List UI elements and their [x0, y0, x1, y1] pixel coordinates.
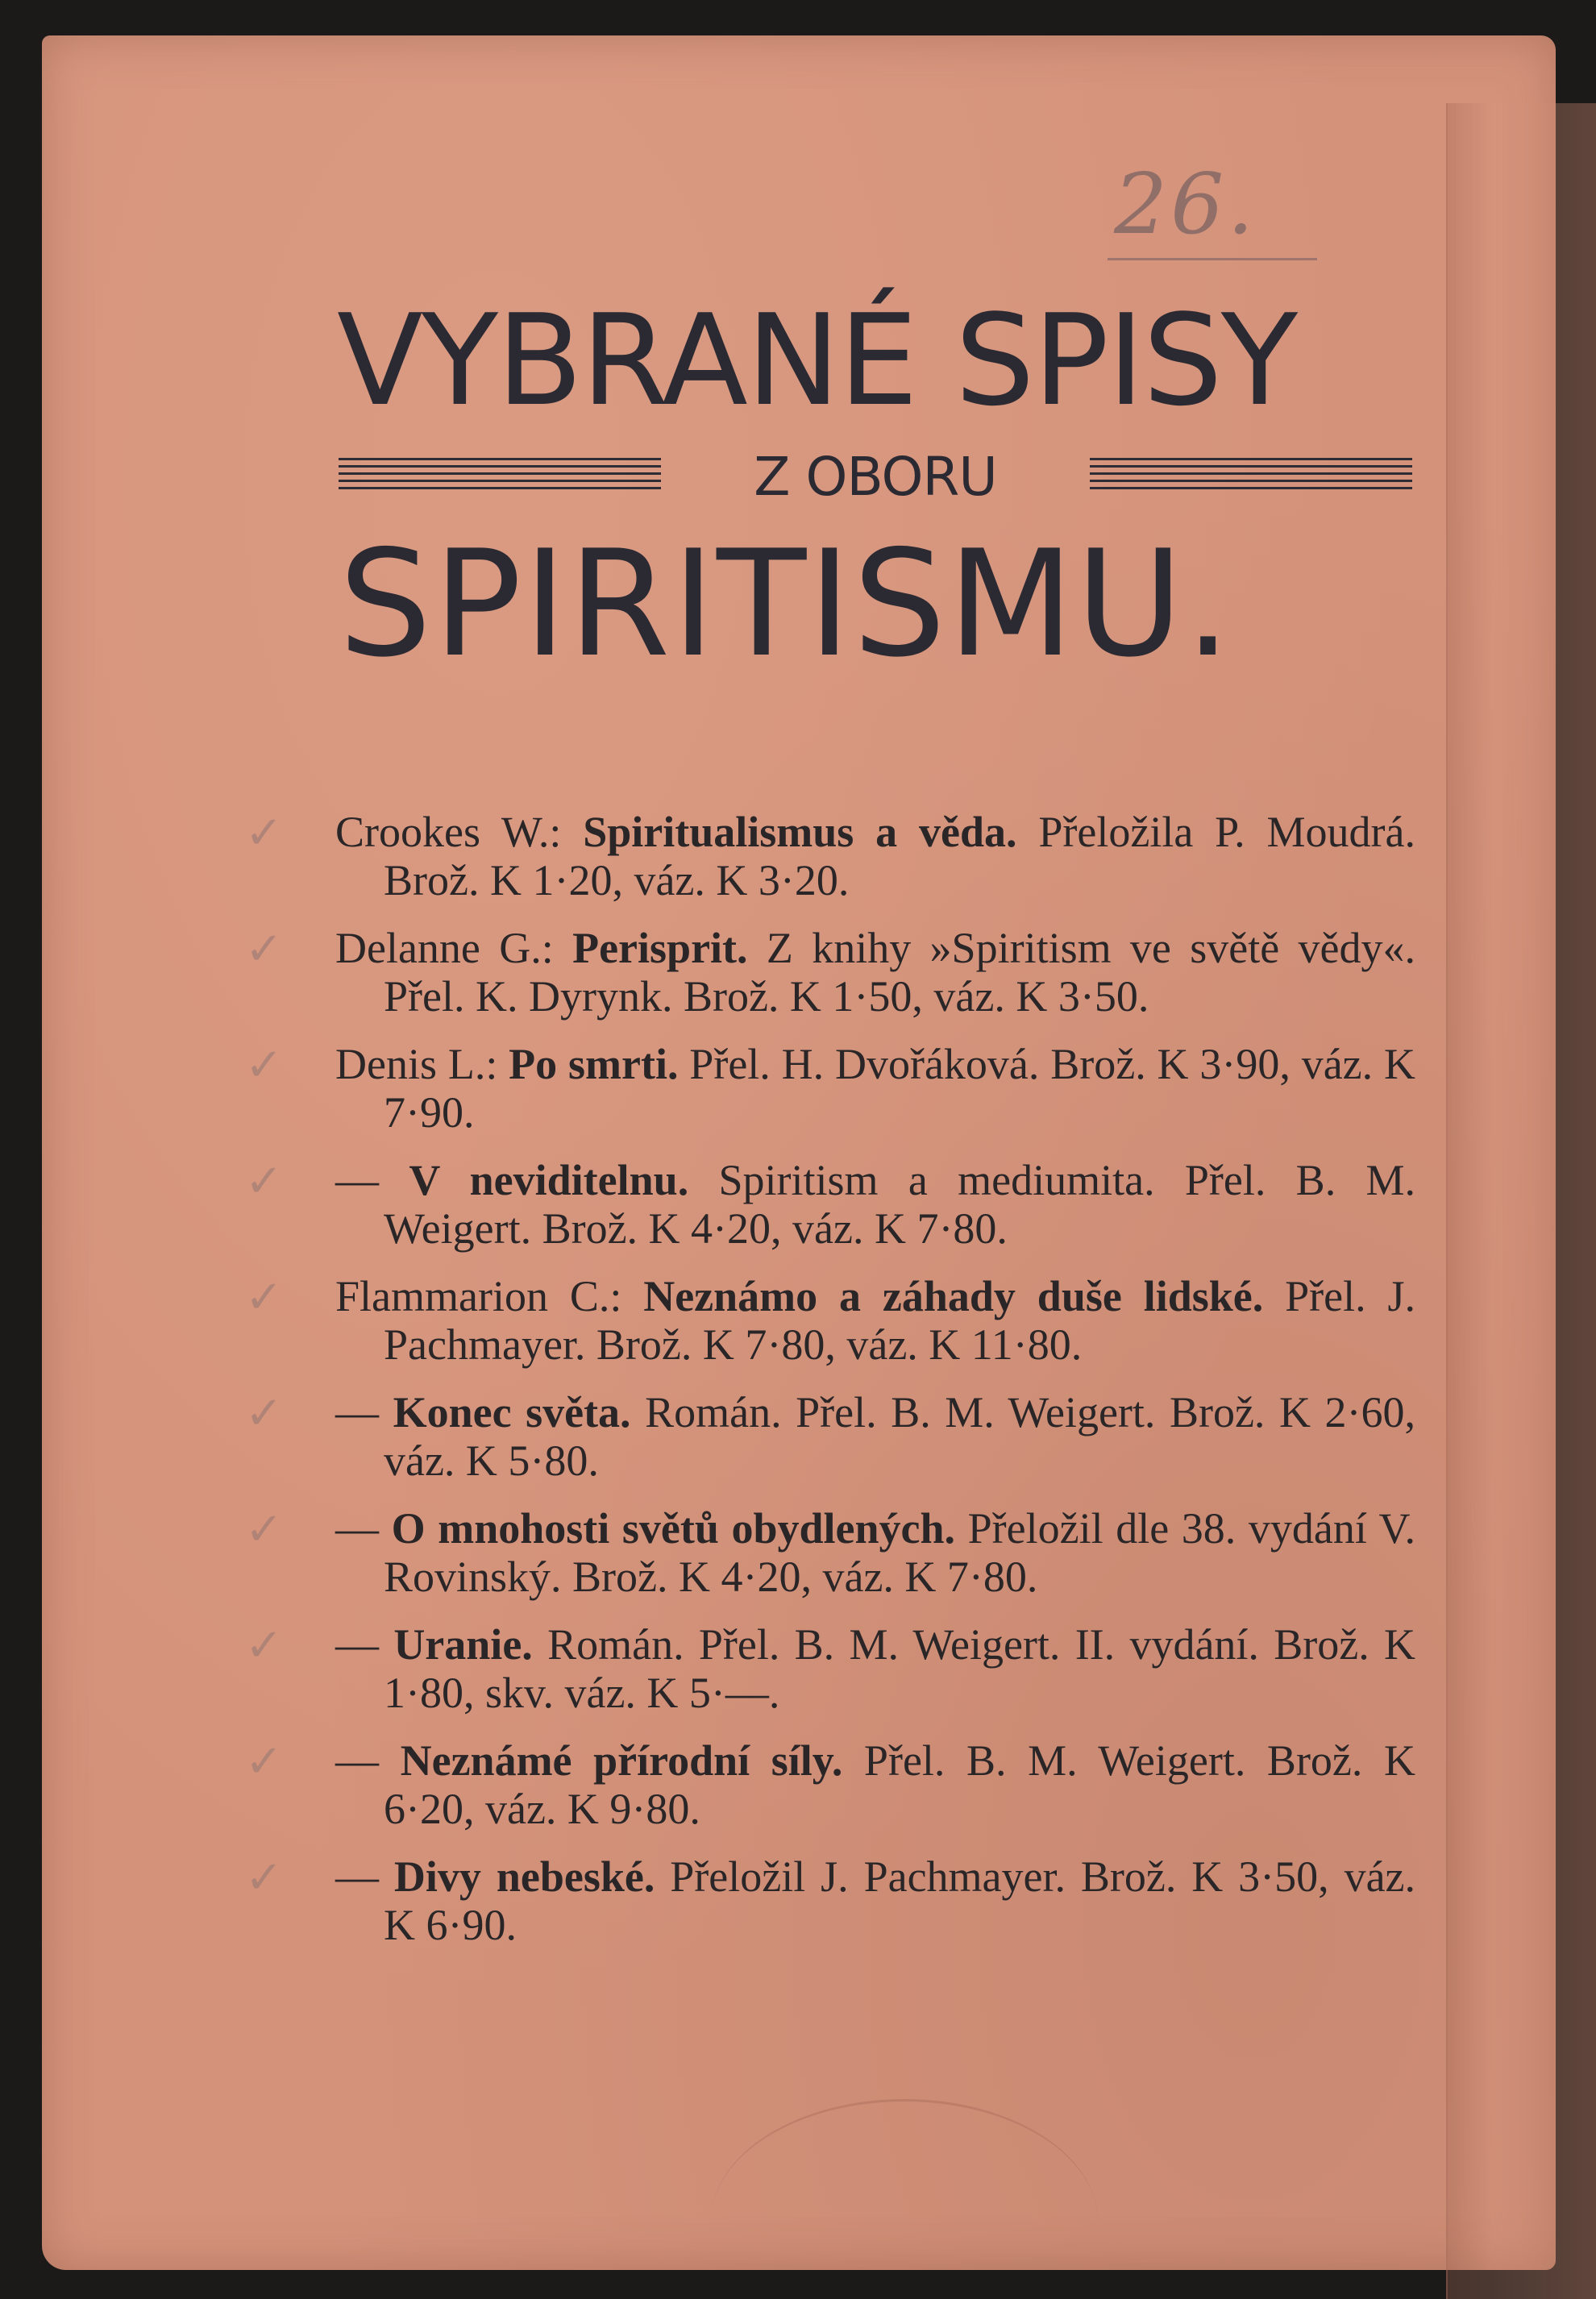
- page-title-main: SPIRITISMU.: [339, 518, 1233, 689]
- page-fold-edge: [1446, 103, 1596, 2299]
- entry-title: Divy nebeské.: [393, 1852, 655, 1901]
- page-title: VYBRANÉ SPISY: [337, 287, 1297, 434]
- entry-details: Přel. J. Pachmayer. Brož. K 7·80, váz. K 11·80.: [384, 1272, 1415, 1369]
- check-mark-icon: ✓: [245, 1387, 283, 1440]
- entry-details: Román. Přel. B. M. Weigert. Brož. K 2·60, váz. K 5·80.: [384, 1388, 1416, 1485]
- entry-title: Neznámo a záhady duše lidské.: [643, 1272, 1264, 1320]
- paper-stain: [711, 2099, 1098, 2299]
- decorative-rule-right: [1090, 458, 1412, 490]
- entry-details: Spiritism a mediumita. Přel. B. M. Weigert. Brož. K 4·20, váz. K 7·80.: [384, 1156, 1416, 1253]
- check-mark-icon: ✓: [245, 1619, 283, 1672]
- check-mark-icon: ✓: [245, 1736, 283, 1788]
- entry-author: —: [335, 1736, 401, 1785]
- list-item: [245, 1155, 1416, 1253]
- entry-title: Perisprit.: [572, 924, 748, 972]
- list-item: [245, 1039, 1415, 1137]
- subtitle: Z OBORU: [754, 446, 997, 508]
- entry-title: Uranie.: [393, 1620, 533, 1669]
- entry-title: Konec světa.: [393, 1388, 631, 1436]
- entry-details: Přeložil dle 38. vydání V. Rovinský. Brož. K 4·20, váz. K 7·80.: [384, 1504, 1415, 1601]
- check-mark-icon: ✓: [245, 923, 283, 975]
- check-mark-icon: ✓: [245, 807, 283, 859]
- subtitle-row: [339, 445, 1412, 509]
- list-item: [245, 1736, 1415, 1833]
- handwritten-underline: [1108, 258, 1317, 260]
- list-item: [245, 1387, 1416, 1485]
- entry-author: —: [335, 1388, 393, 1436]
- entry-details: Přel. H. Dvořáková. Brož. K 3·90, váz. K 7·90.: [384, 1040, 1415, 1137]
- list-item: [245, 807, 1415, 904]
- entry-details: Z knihy »Spiritism ve světě vědy«. Přel. K. Dyrynk. Brož. K 1·50, váz. K 3·50.: [384, 924, 1416, 1021]
- list-item: [245, 1271, 1415, 1369]
- entry-title: Po smrti.: [509, 1040, 679, 1088]
- list-item: [245, 1619, 1416, 1717]
- entry-details: Přel. B. M. Weigert. Brož. K 6·20, váz. K 9·80.: [384, 1736, 1415, 1833]
- entry-title: Neznámé přírodní síly.: [400, 1736, 843, 1785]
- check-mark-icon: ✓: [245, 1503, 283, 1556]
- entry-author: —: [335, 1156, 409, 1204]
- check-mark-icon: ✓: [245, 1271, 283, 1324]
- check-mark-icon: ✓: [245, 1852, 283, 1904]
- entry-details: Přeložila P. Moudrá. Brož. K 1·20, váz. K 3·20.: [384, 808, 1415, 904]
- document-page: [42, 35, 1556, 2270]
- check-mark-icon: ✓: [245, 1039, 283, 1091]
- entry-title: V neviditelnu.: [409, 1156, 689, 1204]
- entry-author: —: [335, 1852, 394, 1901]
- entry-author: —: [335, 1504, 392, 1553]
- check-mark-icon: ✓: [245, 1155, 283, 1208]
- list-item: [245, 1852, 1416, 1949]
- list-item: [245, 923, 1416, 1021]
- entry-details: Román. Přel. B. M. Weigert. II. vydání. Brož. K 1·80, skv. váz. K 5·—.: [384, 1620, 1416, 1717]
- entry-title: O mnohosti světů obydlených.: [391, 1504, 956, 1553]
- entry-author: Crookes W.:: [335, 808, 584, 856]
- entry-author: —: [335, 1620, 394, 1669]
- entry-author: Denis L.:: [335, 1040, 509, 1088]
- entry-details: Přeložil J. Pachmayer. Brož. K 3·50, váz. K 6·90.: [384, 1852, 1416, 1949]
- entry-author: Flammarion C.:: [335, 1272, 644, 1320]
- list-item: [245, 1503, 1415, 1601]
- entry-author: Delanne G.:: [335, 924, 573, 972]
- book-list: [245, 807, 1416, 1968]
- entry-title: Spiritualismus a věda.: [583, 808, 1017, 856]
- decorative-rule-left: [339, 458, 661, 490]
- handwritten-inventory-number: 26.: [1114, 155, 1257, 253]
